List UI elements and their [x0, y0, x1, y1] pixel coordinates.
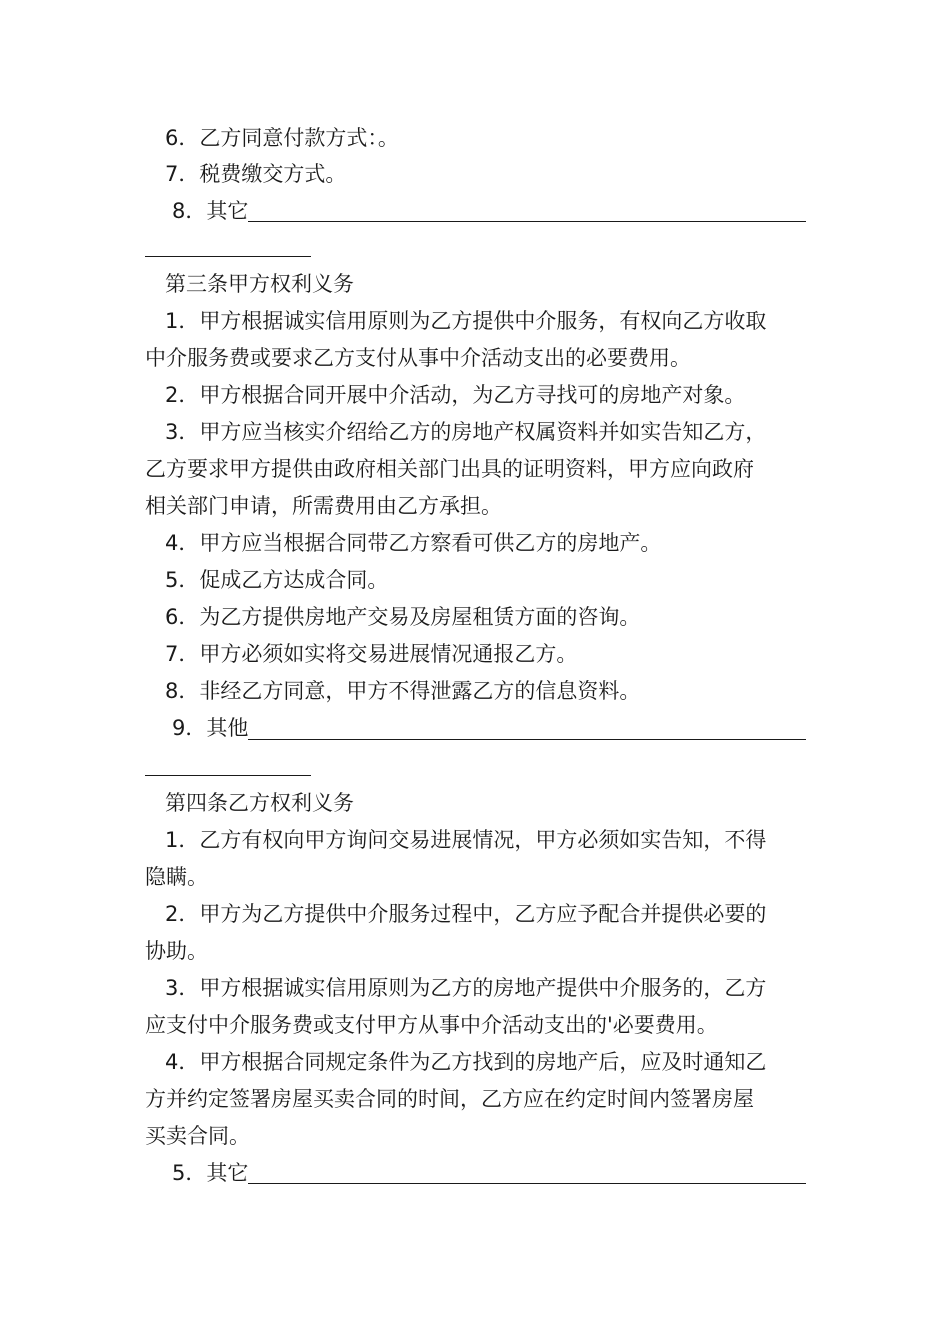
fill-in-blank-line — [248, 221, 806, 222]
fill-in-blank-line-continued — [145, 256, 311, 257]
clause-4-item-1-cont: 隐瞒。 — [145, 865, 208, 889]
clause-3-item-4: 4．甲方应当根据合同带乙方察看可供乙方的房地产。 — [165, 531, 662, 555]
clause-2-item-8: 8．其它 — [172, 199, 249, 223]
fill-in-blank-line — [248, 739, 806, 740]
clause-4-item-4: 4．甲方根据合同规定条件为乙方找到的房地产后，应及时通知乙 — [165, 1050, 767, 1074]
clause-3-item-2: 2．甲方根据合同开展中介活动，为乙方寻找可的房地产对象。 — [165, 383, 746, 407]
clause-2-item-6: 6．乙方同意付款方式：。 — [165, 126, 399, 150]
clause-4-item-2: 2．甲方为乙方提供中介服务过程中，乙方应予配合并提供必要的 — [165, 902, 767, 926]
clause-3-item-1: 1．甲方根据诚实信用原则为乙方提供中介服务，有权向乙方收取 — [165, 309, 767, 333]
clause-2-item-7: 7．税费缴交方式。 — [165, 162, 347, 186]
clause-3-item-3-cont-1: 乙方要求甲方提供由政府相关部门出具的证明资料，甲方应向政府 — [145, 457, 754, 481]
clause-3-item-8: 8．非经乙方同意，甲方不得泄露乙方的信息资料。 — [165, 679, 641, 703]
clause-4-item-3: 3．甲方根据诚实信用原则为乙方的房地产提供中介服务的，乙方 — [165, 976, 767, 1000]
clause-4-heading: 第四条乙方权利义务 — [165, 791, 354, 815]
fill-in-blank-line — [248, 1183, 806, 1184]
clause-4-item-4-cont-2: 买卖合同。 — [145, 1124, 250, 1148]
clause-3-item-5: 5．促成乙方达成合同。 — [165, 568, 389, 592]
clause-3-item-3: 3．甲方应当核实介绍给乙方的房地产权属资料并如实告知乙方， — [165, 420, 767, 444]
clause-4-item-4-cont-1: 方并约定签署房屋买卖合同的时间，乙方应在约定时间内签署房屋 — [145, 1087, 754, 1111]
clause-4-item-1: 1．乙方有权向甲方询问交易进展情况，甲方必须如实告知，不得 — [165, 828, 767, 852]
clause-3-item-3-cont-2: 相关部门申请，所需费用由乙方承担。 — [145, 494, 502, 518]
clause-3-heading: 第三条甲方权利义务 — [165, 272, 354, 296]
clause-3-item-7: 7．甲方必须如实将交易进展情况通报乙方。 — [165, 642, 578, 666]
clause-4-item-5: 5．其它 — [172, 1161, 249, 1185]
clause-4-item-2-cont: 协助。 — [145, 939, 208, 963]
fill-in-blank-line-continued — [145, 775, 311, 776]
clause-3-item-1-cont: 中介服务费或要求乙方支付从事中介活动支出的必要费用。 — [145, 346, 691, 370]
clause-3-item-9: 9．其他 — [172, 716, 249, 740]
clause-3-item-6: 6．为乙方提供房地产交易及房屋租赁方面的咨询。 — [165, 605, 641, 629]
clause-4-item-3-cont: 应支付中介服务费或支付甲方从事中介活动支出的'必要费用。 — [145, 1013, 718, 1037]
